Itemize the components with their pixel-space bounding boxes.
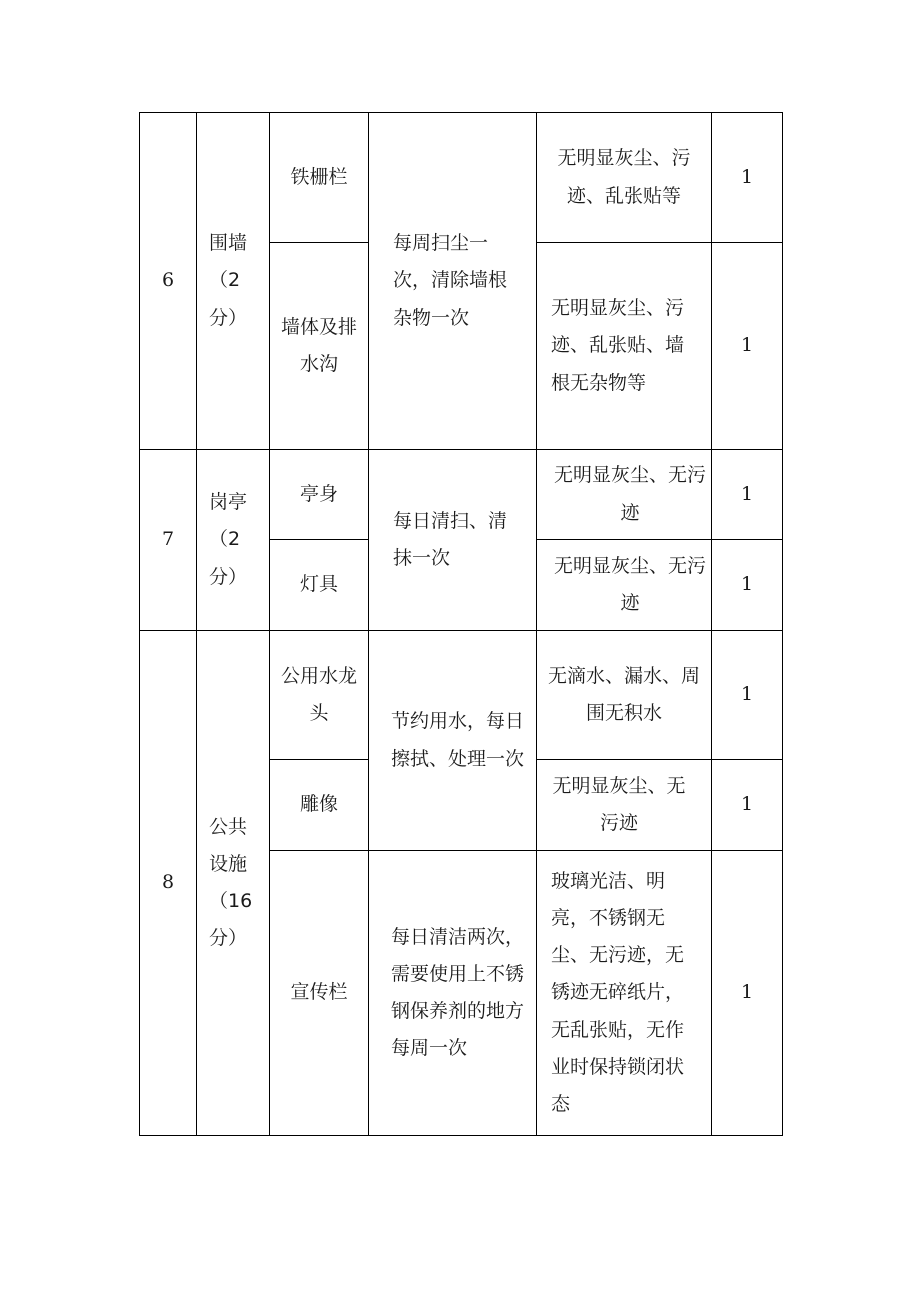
- item-cell: 亭身: [270, 450, 369, 540]
- item-cell: 公用水龙头: [270, 631, 369, 760]
- score-cell: 1: [712, 540, 783, 631]
- table-row: [140, 631, 783, 760]
- item-cell: 墙体及排水沟: [270, 243, 369, 450]
- frequency-cell: 每周扫尘一次，清除墙根杂物一次: [369, 113, 537, 450]
- standard-cell: 无明显灰尘、无污迹: [537, 540, 712, 631]
- standard-cell: 无滴水、漏水、周围无积水: [537, 631, 712, 760]
- table-row: [140, 450, 783, 540]
- area-cell: 岗亭（2分）: [197, 450, 270, 631]
- item-cell: 灯具: [270, 540, 369, 631]
- score-cell: 1: [712, 113, 783, 243]
- row-number: 6: [140, 113, 197, 450]
- row-number: 8: [140, 631, 197, 1136]
- standard-cell: 无明显灰尘、污迹、乱张贴、墙根无杂物等: [537, 243, 712, 450]
- area-cell: 公共设施（16分）: [197, 631, 270, 1136]
- score-cell: 1: [712, 851, 783, 1136]
- frequency-cell: 每日清扫、清抹一次: [369, 450, 537, 631]
- frequency-cell: 节约用水，每日擦拭、处理一次: [369, 631, 537, 851]
- item-cell: 宣传栏: [270, 851, 369, 1136]
- standard-cell: 无明显灰尘、无污迹: [537, 760, 712, 851]
- item-cell: 铁栅栏: [270, 113, 369, 243]
- score-cell: 1: [712, 243, 783, 450]
- score-cell: 1: [712, 631, 783, 760]
- row-number: 7: [140, 450, 197, 631]
- score-cell: 1: [712, 760, 783, 851]
- standard-cell: 无明显灰尘、无污迹: [537, 450, 712, 540]
- standard-cell: 玻璃光洁、明亮，不锈钢无尘、无污迹，无锈迹无碎纸片，无乱张贴，无作业时保持锁闭状态: [537, 851, 712, 1136]
- table-row: [140, 113, 783, 243]
- frequency-cell: 每日清洁两次，需要使用上不锈钢保养剂的地方每周一次: [369, 851, 537, 1136]
- standard-cell: 无明显灰尘、污迹、乱张贴等: [537, 113, 712, 243]
- item-cell: 雕像: [270, 760, 369, 851]
- area-cell: 围墙（2分）: [197, 113, 270, 450]
- score-cell: 1: [712, 450, 783, 540]
- cleaning-standards-table: [139, 112, 783, 1136]
